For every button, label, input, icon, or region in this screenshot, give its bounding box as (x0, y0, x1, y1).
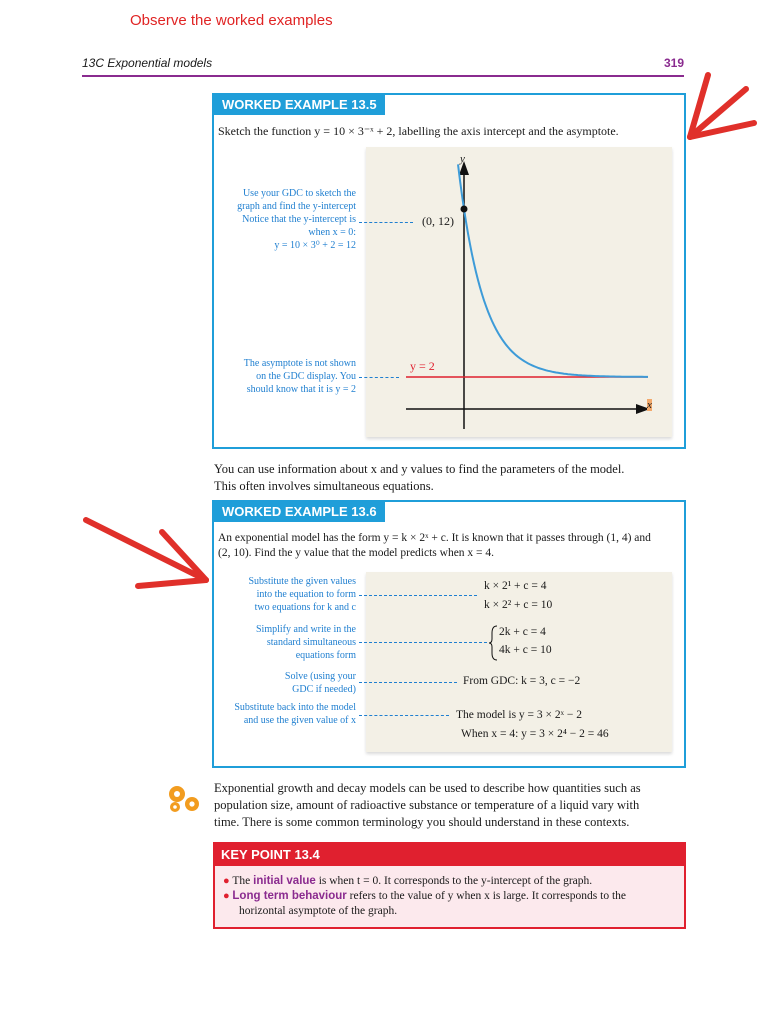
key-point-continuation: horizontal asymptote of the graph. (239, 905, 398, 917)
annotation-note: Observe the worked examples (130, 12, 333, 29)
body-text-line: time. There is some common terminology you should understand in these contexts. (214, 815, 630, 829)
equation: The model is y = 3 × 2ˣ − 2 (456, 709, 582, 721)
key-point-bullet: ● The initial value is when t = 0. It corresponds to the y-intercept of the graph. (223, 875, 593, 887)
red-arrow-top-right (680, 65, 760, 155)
worked-example-title: WORKED EXAMPLE 13.6 (214, 502, 385, 522)
step-note: Simplify and write in the standard simultaneous equations form (256, 624, 356, 661)
bullet-icon: ● (223, 890, 233, 902)
key-term: Long term behaviour (232, 890, 347, 902)
body-text-line: Exponential growth and decay models can be used to describe how quantities such as (214, 781, 641, 795)
gears-icon (165, 782, 205, 814)
x-axis-label: x (647, 399, 652, 411)
leader-line (359, 595, 477, 596)
leader-line (359, 682, 457, 683)
equation: k × 2² + c = 10 (484, 599, 553, 611)
y-intercept-point (461, 206, 468, 213)
body-text-line: You can use information about x and y values to find the parameters of the model. (214, 462, 625, 476)
y-axis-label: y (460, 153, 465, 165)
asymptote-note: The asymptote is not shown on the GDC display. You should know that it is y = 2 (243, 358, 356, 395)
leader-line (359, 377, 399, 378)
brace (489, 625, 499, 661)
equation: 4k + c = 10 (499, 644, 552, 656)
equation: k × 2¹ + c = 4 (484, 580, 547, 592)
running-head (82, 55, 684, 77)
worked-example-question: (2, 10). Find the y value that the model predicts when x = 4. (218, 547, 495, 559)
graph-panel (366, 147, 672, 437)
step-note: Substitute back into the model and use the given value of x (234, 702, 356, 726)
step-note: Solve (using your GDC if needed) (284, 671, 356, 695)
body-text-line: This often involves simultaneous equations. (214, 479, 434, 493)
equation: 2k + c = 4 (499, 626, 546, 638)
key-point-title: KEY POINT 13.4 (215, 844, 684, 866)
key-point-bullet: ● Long term behaviour refers to the value of y when x is large. It corresponds to the (223, 890, 626, 902)
leader-line (359, 715, 449, 716)
page-number: 319 (663, 56, 684, 70)
exponential-graph (366, 147, 672, 437)
red-arrow-left (78, 510, 213, 595)
worked-example-title: WORKED EXAMPLE 13.5 (214, 95, 385, 115)
asymptote-label: y = 2 (410, 359, 435, 373)
equation: When x = 4: y = 3 × 2⁴ − 2 = 46 (461, 728, 609, 740)
point-label: (0, 12) (422, 214, 454, 228)
step-note: Substitute the given values into the equation to form two equations for k and c (248, 576, 356, 613)
leader-line (359, 642, 487, 643)
bullet-icon: ● (223, 875, 233, 887)
equation: From GDC: k = 3, c = −2 (463, 675, 581, 687)
worked-example-question: Sketch the function y = 10 × 3⁻ˣ + 2, labelling the axis intercept and the asymptote. (218, 124, 619, 138)
exponential-curve (458, 164, 648, 377)
section-title: 13C Exponential models (82, 56, 213, 70)
gdc-note: Use your GDC to sketch the graph and find the y-intercept Notice that the y-intercept is when x = 0: y = 10 × 3⁰ + 2 = 12 (237, 188, 356, 251)
key-point-box (213, 842, 686, 929)
body-text-line: population size, amount of radioactive substance or temperature of a liquid vary with (214, 798, 640, 812)
key-term: initial value (253, 875, 316, 887)
worked-example-question: An exponential model has the form y = k × 2ˣ + c. It is known that it passes through (1, 4) and (218, 532, 651, 544)
leader-line (359, 222, 413, 223)
